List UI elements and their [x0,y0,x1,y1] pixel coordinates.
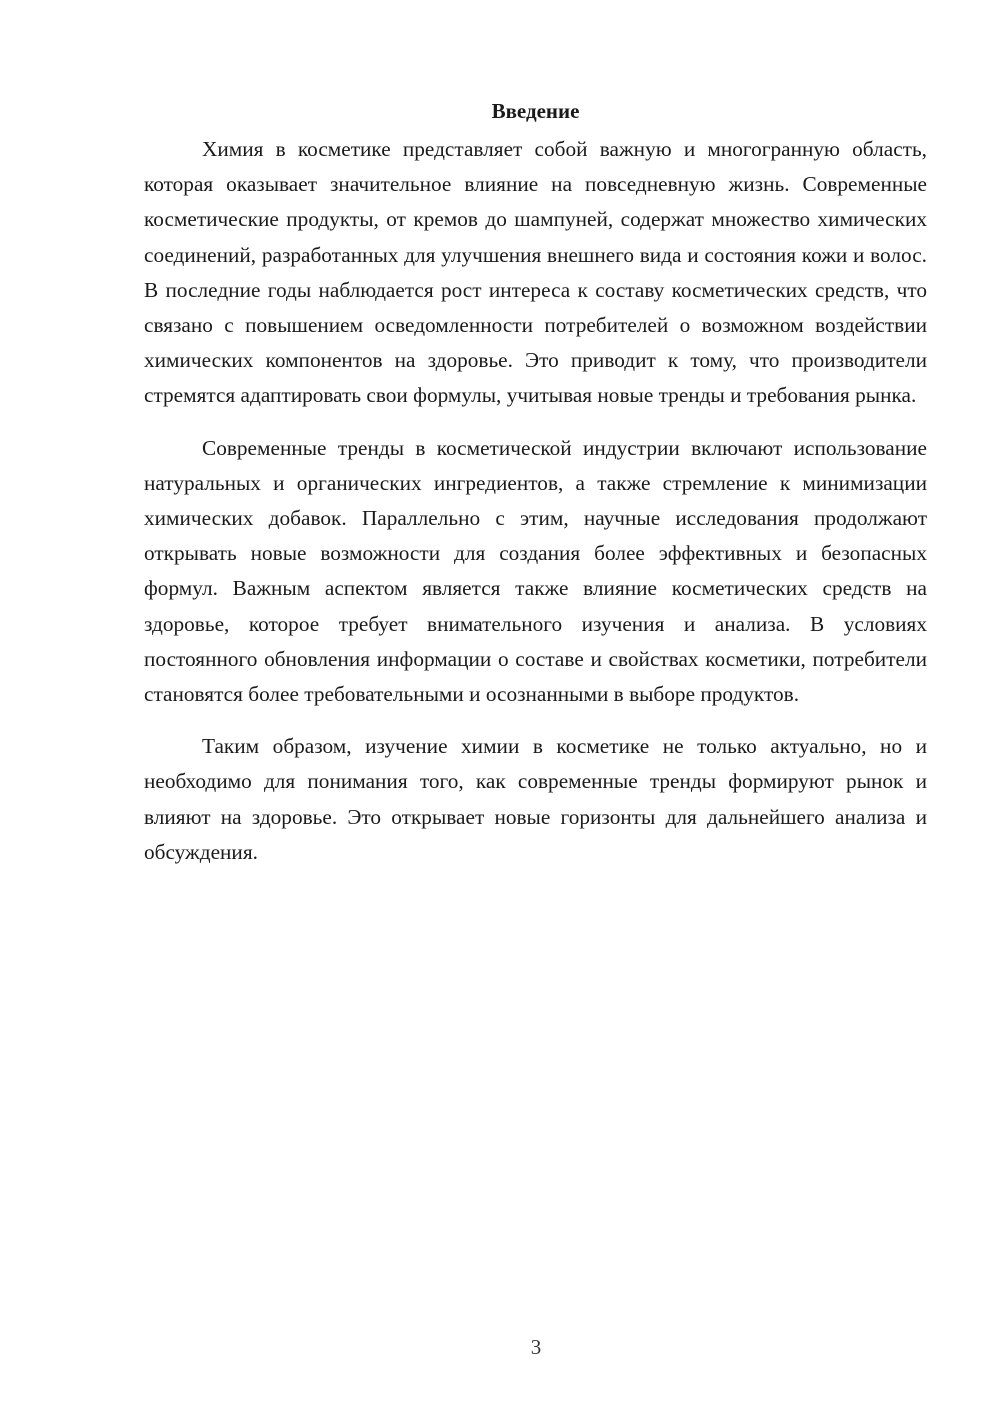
paragraph-3: Таким образом, изучение химии в косметике не только актуально, но и необходимо для понимания того, как современные тренды формируют рынок и влияют на здоровье. Это открывает новые горизонты для дальнейшего анализа и обсуждения. [144,734,927,864]
paragraph-1: Химия в косметике представляет собой важную и многогранную область, которая оказывает значительное влияние на повседневную жизнь. Современные косметические продукты, от кремов до шампуней, содержат множество химических соединений, разработанных для улучшения внешнего вида и состояния кожи и волос. В последние годы наблюдается рост интереса к составу косметических средств, что связано с повышением осведомленности потребителей о возможном воздействии химических компонентов на здоровье. Это приводит к тому, что производители стремятся адаптировать свои формулы, учитывая новые тренды и требования рынка. [144,137,927,408]
page-content [144,96,927,887]
page-number: 3 [530,1335,542,1359]
section-title: Введение [491,99,580,123]
paragraph-2: Современные тренды в косметической индустрии включают использование натуральных и органических ингредиентов, а также стремление к минимизации химических добавок. Параллельно с этим, научные исследования продолжают открывать новые возможности для создания более эффективных и безопасных формул. Важным аспектом является также влияние косметических средств на здоровье, которое требует внимательного изучения и анализа. В условиях постоянного обновления информации о составе и свойствах косметики, потребители становятся более требовательными и осознанными в выборе продуктов. [144,435,927,707]
